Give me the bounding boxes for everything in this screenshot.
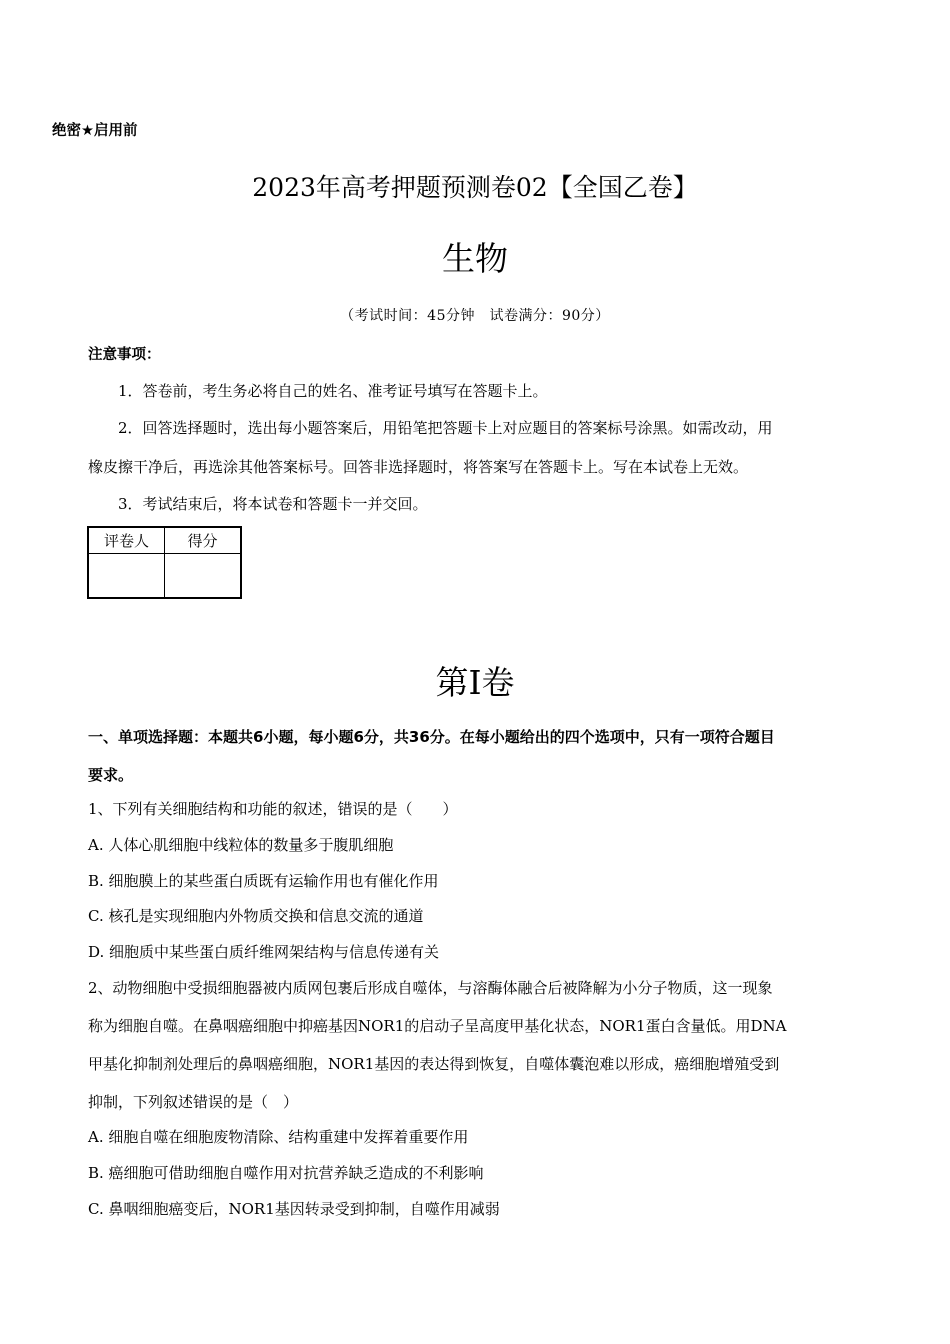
notes-item-2-line-2: 橡皮擦干净后，再选涂其他答案标号。回答非选择题时，将答案写在答题卡上。写在本试卷上无效。 [88, 458, 749, 476]
score-table [87, 526, 242, 599]
question-2-option-c: C. 鼻咽细胞癌变后，NOR1基因转录受到抑制，自噬作用减弱 [88, 1200, 500, 1218]
question-2-option-a: A. 细胞自噬在细胞废物清除、结构重建中发挥着重要作用 [88, 1128, 469, 1146]
question-1-stem: 1、下列有关细胞结构和功能的叙述，错误的是（ ） [88, 800, 458, 818]
score-header: 得分 [165, 527, 242, 554]
question-2-option-b: B. 癌细胞可借助细胞自噬作用对抗营养缺乏造成的不利影响 [88, 1164, 484, 1182]
subject-title: 生物 [442, 239, 508, 278]
question-2-stem-line-4: 抑制，下列叙述错误的是（ ） [88, 1093, 299, 1111]
question-1-option-a: A. 人体心肌细胞中线粒体的数量多于腹肌细胞 [88, 836, 394, 854]
grader-header: 评卷人 [88, 527, 165, 554]
secret-label: 绝密★启用前 [52, 123, 138, 139]
question-1-option-b: B. 细胞膜上的某些蛋白质既有运输作用也有催化作用 [88, 872, 439, 890]
notes-item-1: 1．答卷前，考生务必将自己的姓名、准考证号填写在答题卡上。 [118, 382, 548, 400]
notes-item-2-line-1: 2．回答选择题时，选出每小题答案后，用铅笔把答题卡上对应题目的答案标号涂黑。如需改动，用 [118, 419, 773, 437]
question-1-option-d: D. 细胞质中某些蛋白质纤维网架结构与信息传递有关 [88, 943, 440, 961]
section-heading-line-1: 一、单项选择题：本题共6小题，每小题6分，共36分。在每小题给出的四个选项中，只有一项符合题目 [88, 728, 775, 746]
notes-heading: 注意事项： [88, 347, 161, 363]
exam-info: （考试时间：45分钟 试卷满分：90分） [340, 308, 610, 324]
question-1-option-c: C. 核孔是实现细胞内外物质交换和信息交流的通道 [88, 907, 424, 925]
question-2-stem-line-2: 称为细胞自噬。在鼻咽癌细胞中抑癌基因NOR1的启动子呈高度甲基化状态，NOR1蛋白含量低。用DNA [88, 1017, 787, 1035]
question-2-stem-line-3: 甲基化抑制剂处理后的鼻咽癌细胞，NOR1基因的表达得到恢复，自噬体囊泡难以形成，癌细胞增殖受到 [88, 1055, 780, 1073]
question-2-stem-line-1: 2、动物细胞中受损细胞器被内质网包裹后形成自噬体，与溶酶体融合后被降解为小分子物质，这一现象 [88, 979, 773, 997]
score-cell[interactable] [165, 554, 242, 599]
section-heading-line-2: 要求。 [88, 766, 134, 784]
notes-item-3: 3．考试结束后，将本试卷和答题卡一并交回。 [118, 495, 428, 513]
grader-cell[interactable] [88, 554, 165, 599]
part-title: 第I卷 [435, 663, 515, 702]
exam-title: 2023年高考押题预测卷02【全国乙卷】 [252, 173, 698, 202]
